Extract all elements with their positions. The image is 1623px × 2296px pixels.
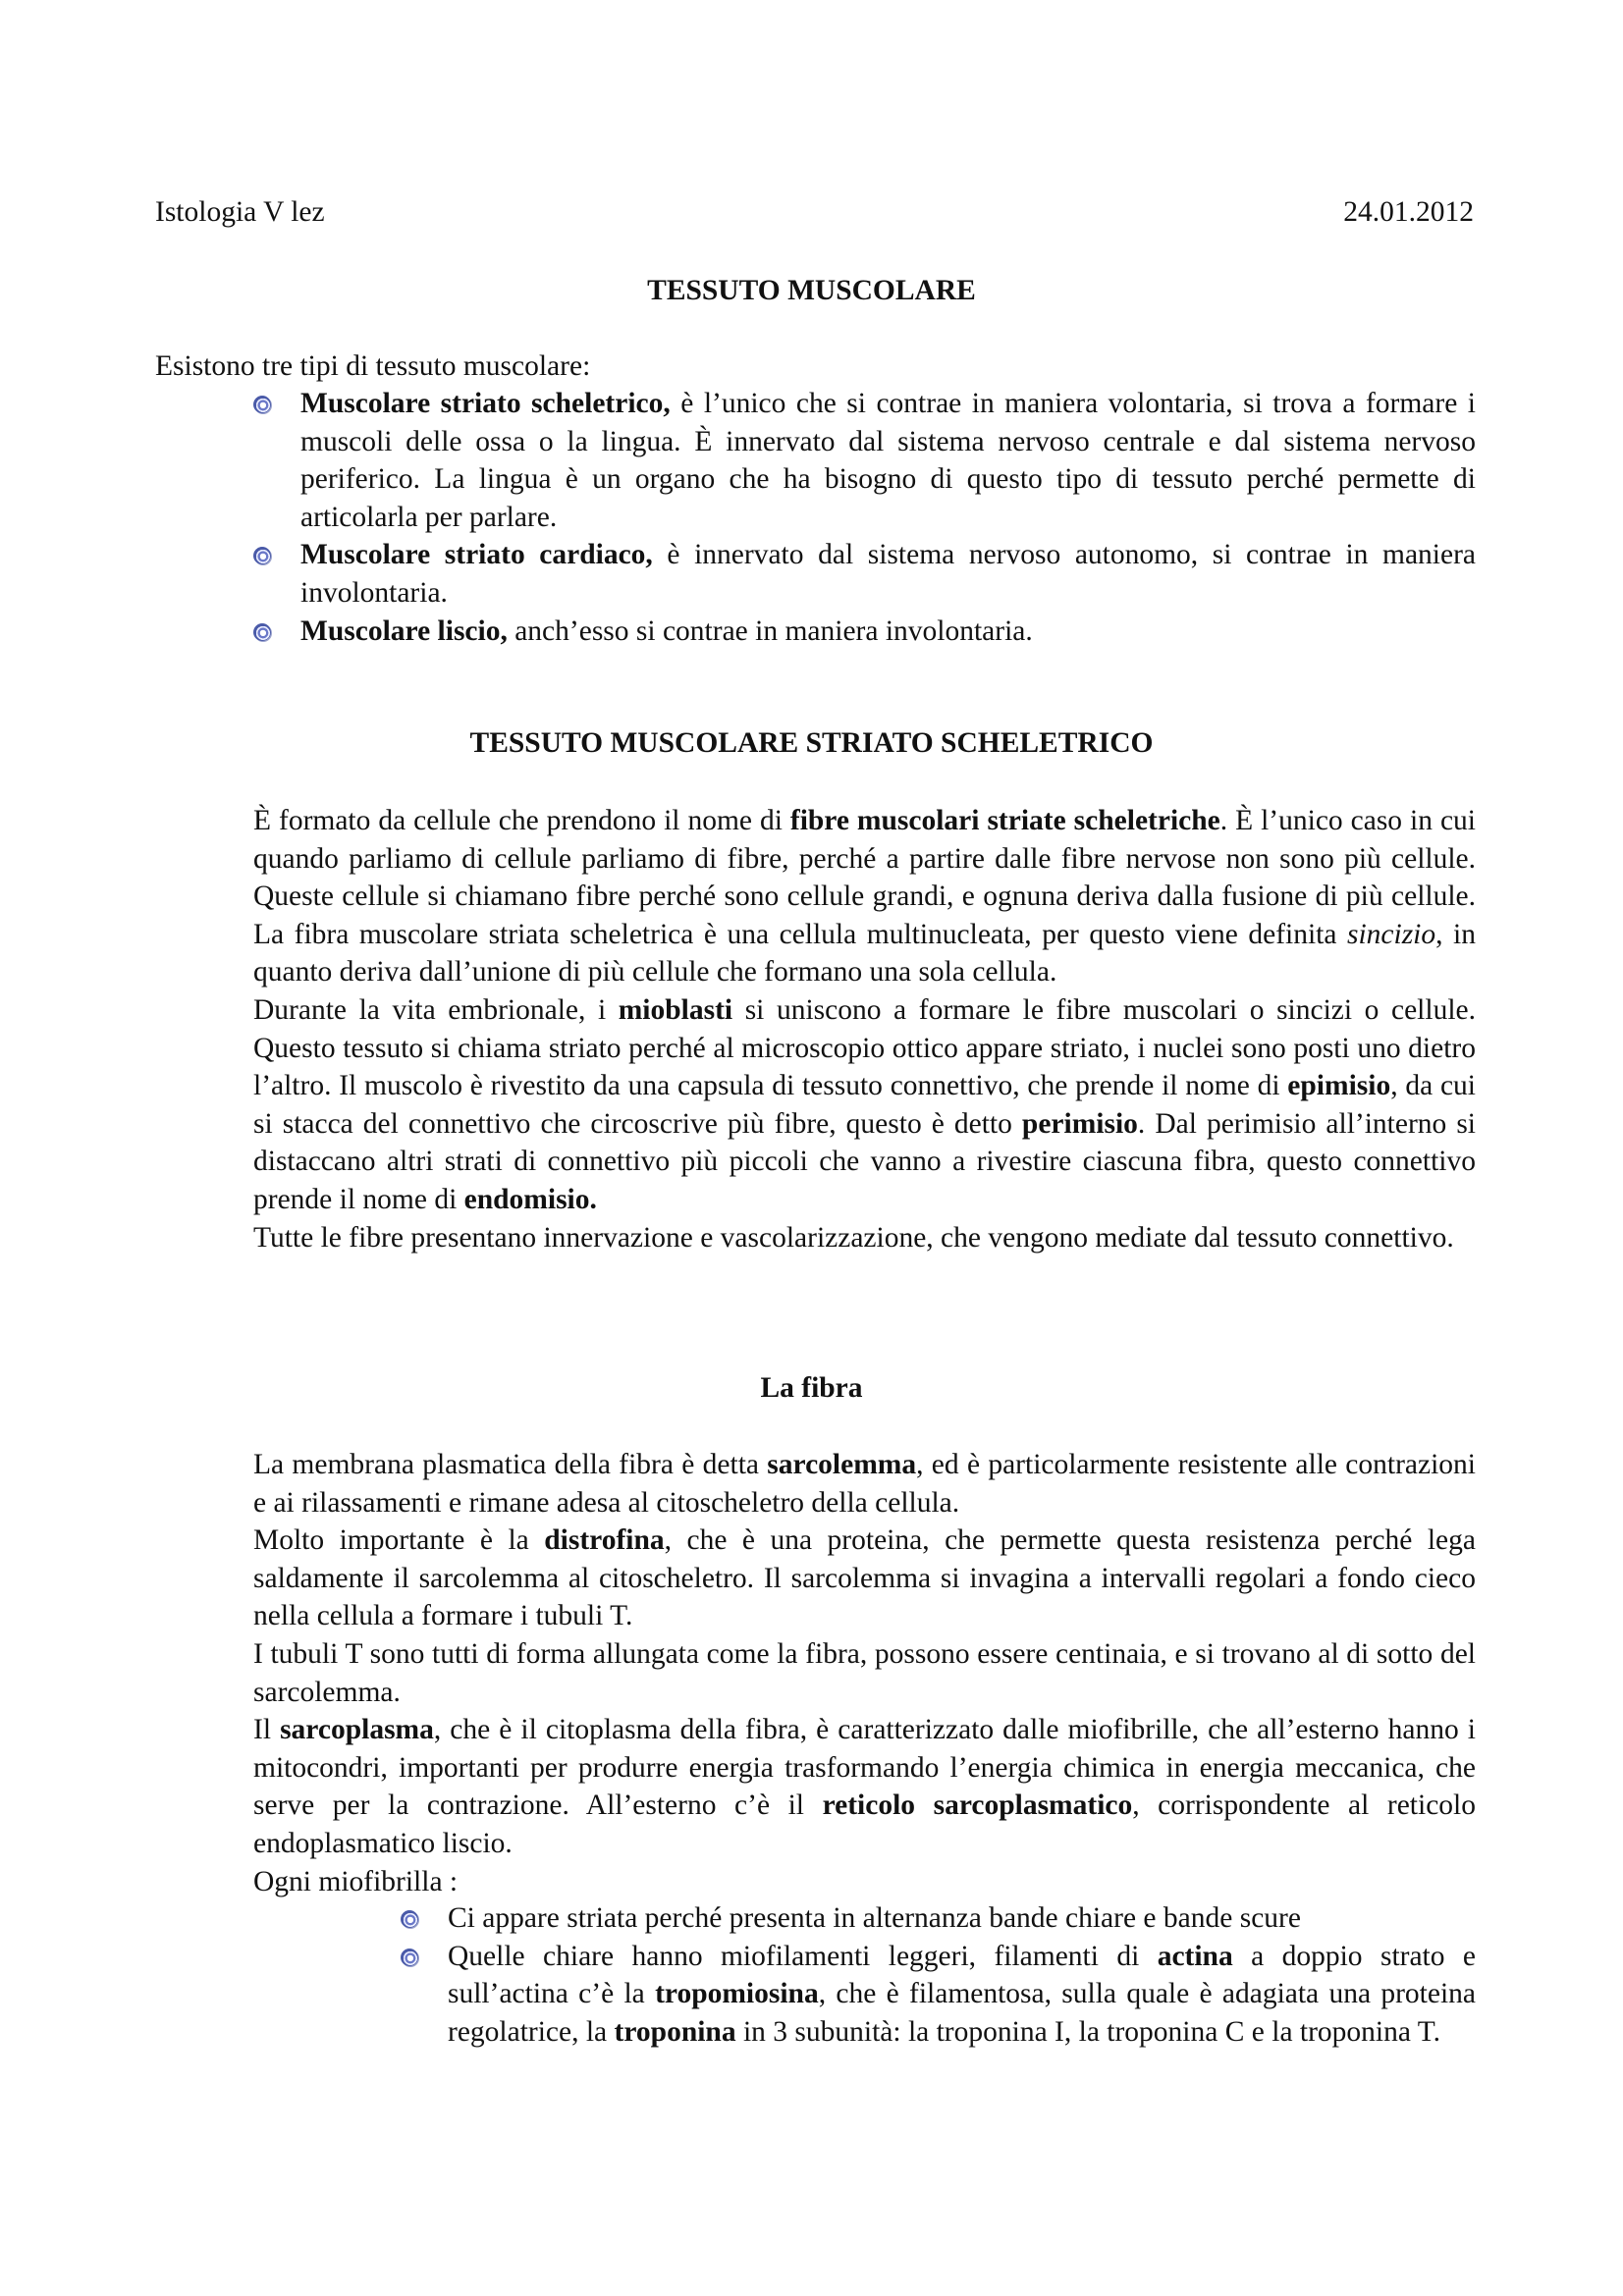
title-la-fibra: La fibra [760,1372,863,1404]
term-desc: anch’esso si contrae in maniera involontaria. [507,614,1033,647]
spiral-bullet-icon [253,547,271,564]
paragraph: Durante la vita embrionale, i mioblasti si uniscono a formare le fibre muscolari o sincizi o cellule. Questo tessuto si chiama striato perché al microscopio ottico appare striato, i nuclei sono posti uno dietro l’altro. Il muscolo è rivestito da una capsula di tessuto connettivo, che prende il nome di epimisio, da cui si stacca del connettivo che circoscrive più fibre, questo è detto perimisio. Dal perimisio all’interno si distaccano altri strati di connettivo più piccoli che vanno a rivestire ciascuna fibra, questo connettivo prende il nome di endomisio. [253,993,1477,1215]
paragraph: Ogni miofibrilla : [253,1865,459,1897]
date-label: 24.01.2012 [1343,196,1474,228]
paragraph: Tutte le fibre presentano innervazione e vascolarizzazione, che vengono mediate dal tessuto connettivo. [253,1221,1454,1254]
term-desc: è innervato dal sistema nervoso autonomo, si contrae in maniera involontaria. [300,539,1477,609]
intro-text: Esistono tre tipi di tessuto muscolare: [155,350,591,382]
list-item [448,1899,1476,1938]
paragraph: Molto importante è la distrofina, che è una proteina, che permette questa resistenza perché lega saldamente il sarcolemma al citoscheletro. Il sarcolemma si invagina a intervalli regolari a fondo cieco nella cellula a formare i tubuli T. [253,1524,1476,1632]
spiral-bullet-icon [253,396,271,413]
term-desc: è l’unico che si contrae in maniera volontaria, si trova a formare i muscoli delle ossa o la lingua. È innervato dal sistema nervoso centrale e dal sistema nervoso periferico. La lingua è un organo che ha bisogno di questo tipo di tessuto perché permette di articolarla per parlare. [300,388,1476,533]
term-bold: Muscolare striato cardiaco, [300,539,653,571]
list-item-text [300,385,1476,536]
paragraph: Il sarcoplasma, che è il citoplasma della fibra, è caratterizzato dalle miofibrille, che all’esterno hanno i mitocondri, importanti per produrre energia trasformando l’energia chimica in energia meccanica, che serve per la contrazione. All’esterno c’è il reticolo sarcoplasmatico, corrispondente al reticolo endoplasmatico liscio. [253,1714,1476,1859]
title-tessuto-muscolare: TESSUTO MUSCOLARE [647,275,976,306]
section-la-fibra [253,1446,1476,1900]
spiral-bullet-icon [401,1949,418,1966]
spiral-bullet-icon [401,1910,418,1928]
title-striato-scheletrico: TESSUTO MUSCOLARE STRIATO SCHELETRICO [469,727,1154,759]
muscle-types-list [300,385,1476,650]
spiral-bullet-icon [253,623,271,641]
myofibril-list [448,1899,1476,2051]
section-striato-scheletrico [253,802,1476,1256]
list-item [300,385,1476,536]
list-item-text [300,536,1476,612]
list-item-text [300,613,1476,651]
list-item-text: Quelle chiare hanno miofilamenti leggeri, filamenti di actina a doppio strato e sull’actina c’è la tropomiosina, che è filamentosa, sulla quale è adagiata una proteina regolatrice, la troponina in 3 subunità: la troponina I, la troponina C e la troponina T. [448,1940,1476,2048]
paragraph: La membrana plasmatica della fibra è detta sarcolemma, ed è particolarmente resistente alle contrazioni e ai rilassamenti e rimane adesa al citoscheletro della cellula. [253,1449,1477,1519]
course-label: Istologia V lez [155,196,325,228]
term-bold: Muscolare striato scheletrico, [300,388,671,419]
list-item [300,536,1476,612]
term-bold: Muscolare liscio, [300,614,508,647]
paragraph: I tubuli T sono tutti di forma allungata come la fibra, possono essere centinaia, e si trovano al di sotto del sarcolemma. [253,1637,1476,1708]
paragraph: È formato da cellule che prendono il nome di fibre muscolari striate scheletriche. È l’unico caso in cui quando parliamo di cellule parliamo di fibre, perché a partire dalle fibre nervose non sono più cellule. Queste cellule si chiamano fibre perché sono cellule grandi, e ognuna deriva dalla fusione di più cellule. La fibra muscolare striata scheletrica è una cellula multinucleata, per questo viene definita sincizio, in quanto deriva dall’unione di più cellule che formano una sola cellula. [253,805,1476,988]
list-item [300,613,1476,651]
list-item-text: Ci appare striata perché presenta in alternanza bande chiare e bande scure [448,1902,1301,1934]
list-item [448,1938,1476,2052]
